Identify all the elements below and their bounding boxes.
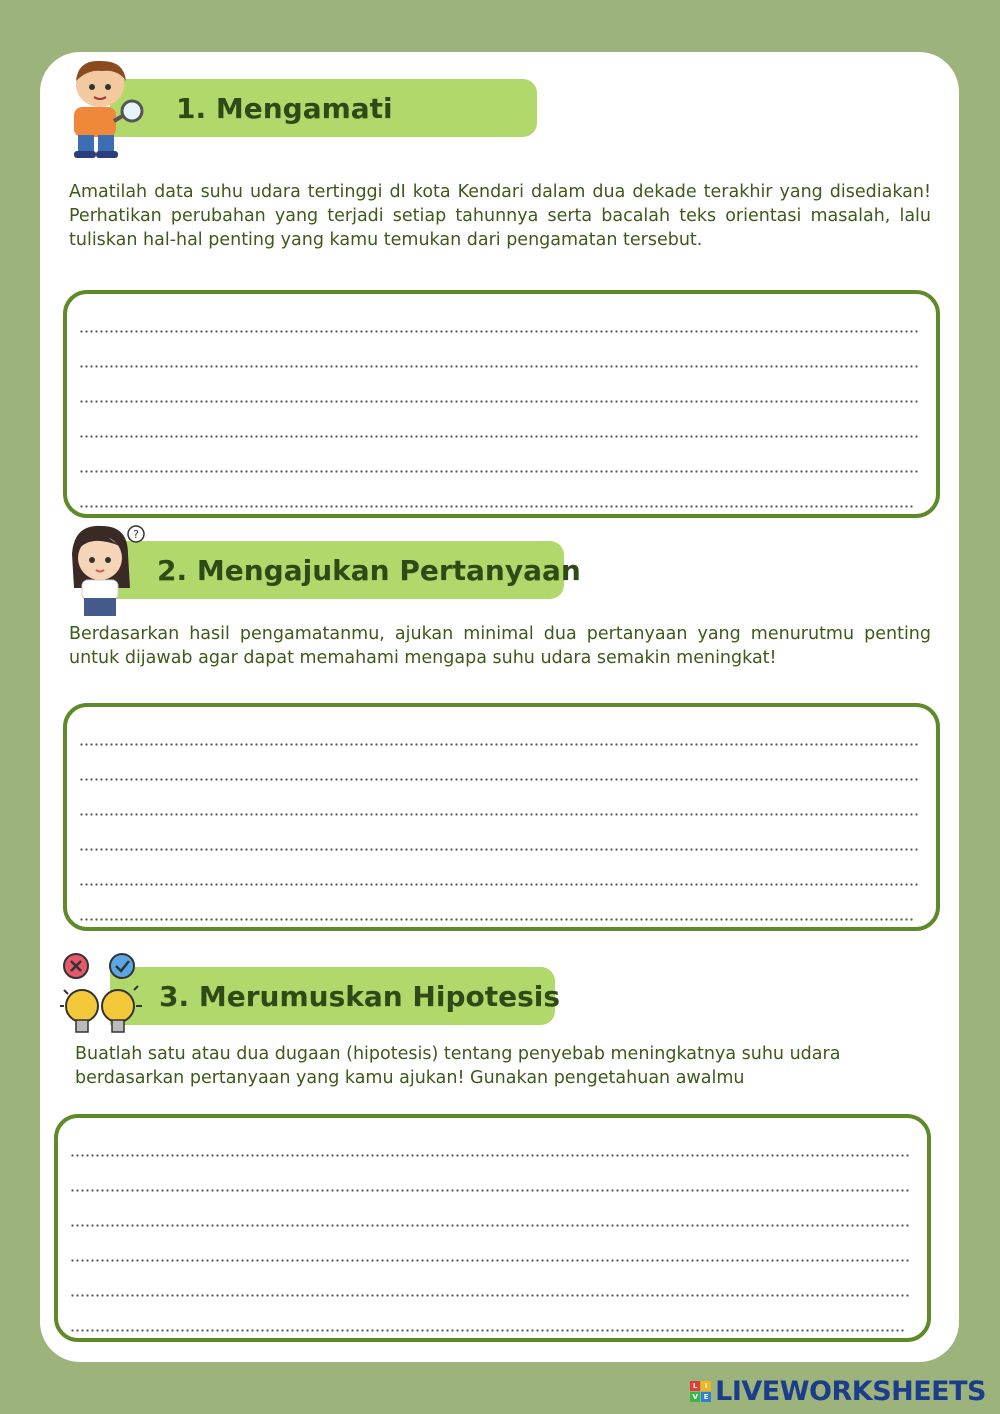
- thinking-girl-icon: [62, 524, 146, 620]
- answer-line: [79, 813, 920, 816]
- lightbulbs-check-cross-icon: [52, 950, 148, 1042]
- section-3-title: 3. Merumuskan Hipotesis: [159, 979, 561, 1013]
- answer-line: [79, 848, 920, 851]
- section-2-instruction: Berdasarkan hasil pengamatanmu, ajukan minimal dua pertanyaan yang menurutmu penting untuk dijawab agar dapat memahami mengapa suhu udara semakin meningkat!: [69, 624, 931, 668]
- liveworksheets-brand[interactable]: [690, 1376, 986, 1406]
- section-1-instruction: Amatilah data suhu udara tertinggi dI kota Kendari dalam dua dekade terakhir yang disediakan! Perhatikan perubahan yang terjadi setiap tahunnya serta bacalah teks orientasi masalah, lalu tuliskan hal-hal penting yang kamu temukan dari pengamatan tersebut.: [69, 182, 931, 250]
- worksheet-page: [40, 52, 959, 1362]
- section-3-heading: [110, 967, 561, 1025]
- svg-text:?: ?: [133, 528, 139, 541]
- answer-line: [79, 778, 920, 781]
- section-3-answer-box[interactable]: [54, 1114, 931, 1342]
- answer-line: [79, 365, 920, 368]
- liveworksheets-wordmark: LIVEWORKSHEETS: [715, 1375, 986, 1407]
- answer-line: [79, 435, 920, 438]
- answer-line: [79, 918, 914, 921]
- section-1-answer-box[interactable]: [63, 290, 940, 518]
- answer-line: [79, 743, 920, 746]
- liveworksheets-logo-icon: L I V E: [690, 1381, 711, 1402]
- section-2-answer-box[interactable]: [63, 703, 940, 931]
- answer-line: [79, 883, 920, 886]
- answer-line: [79, 470, 920, 473]
- answer-line: [70, 1154, 911, 1157]
- section-3-instruction: Buatlah satu atau dua dugaan (hipotesis) tentang penyebab meningkatnya suhu udara berdasarkan pertanyaan yang kamu ajukan! Gunakan pengetahuan awalmu: [75, 1044, 841, 1088]
- answer-line: [79, 400, 920, 403]
- answer-line: [79, 505, 914, 508]
- answer-line: [79, 330, 920, 333]
- section-2-title: 2. Mengajukan Pertanyaan: [157, 553, 581, 587]
- answer-line: [70, 1259, 911, 1262]
- section-1-title: 1. Mengamati: [176, 91, 393, 125]
- section-1-heading: [110, 79, 537, 137]
- answer-line: [70, 1189, 911, 1192]
- boy-with-magnifier-icon: [58, 55, 150, 163]
- answer-line: [70, 1224, 911, 1227]
- section-2-heading: [110, 541, 581, 599]
- answer-line: [70, 1294, 911, 1297]
- answer-line: [70, 1329, 905, 1332]
